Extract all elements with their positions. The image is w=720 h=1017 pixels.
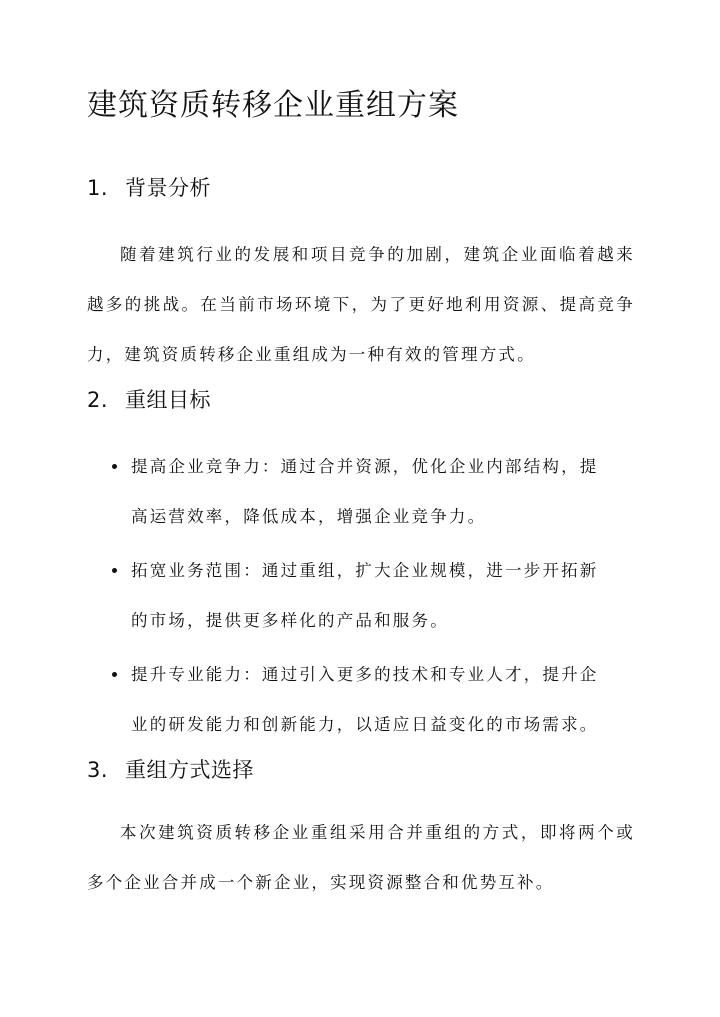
- section-title: 重组目标: [125, 388, 211, 412]
- goals-list: [87, 442, 635, 750]
- section-heading-1: [87, 174, 211, 202]
- section-title: 背景分析: [125, 176, 211, 200]
- bullet-icon: [112, 464, 117, 469]
- bullet-icon: [112, 672, 117, 677]
- list-item-text: 提高企业竞争力：通过合并资源，优化企业内部结构，提高运营效率，降低成本，增强企业竞争力。: [131, 457, 599, 526]
- section-number: 3.: [87, 758, 109, 782]
- section-paragraph-3: 本次建筑资质转移企业重组采用合并重组的方式，即将两个或多个企业合并成一个新企业，实现资源整合和优势互补。: [87, 823, 635, 892]
- list-item: [87, 442, 635, 542]
- section-heading-2: [87, 386, 211, 414]
- section-title: 重组方式选择: [125, 758, 254, 782]
- bullet-icon: [112, 568, 117, 573]
- list-item-text: 提升专业能力：通过引入更多的技术和专业人才，提升企业的研发能力和创新能力，以适应日益变化的市场需求。: [131, 665, 599, 734]
- list-item: [87, 650, 635, 750]
- section-paragraph-1: 随着建筑行业的发展和项目竞争的加剧，建筑企业面临着越来越多的挑战。在当前市场环境下，为了更好地利用资源、提高竞争力，建筑资质转移企业重组成为一种有效的管理方式。: [87, 245, 635, 364]
- list-item-text: 拓宽业务范围：通过重组，扩大企业规模，进一步开拓新的市场，提供更多样化的产品和服务。: [131, 561, 599, 630]
- section-number: 2.: [87, 388, 109, 412]
- section-heading-3: [87, 756, 254, 784]
- document-title: 建筑资质转移企业重组方案: [87, 88, 459, 123]
- list-item: [87, 546, 635, 646]
- section-number: 1.: [87, 176, 109, 200]
